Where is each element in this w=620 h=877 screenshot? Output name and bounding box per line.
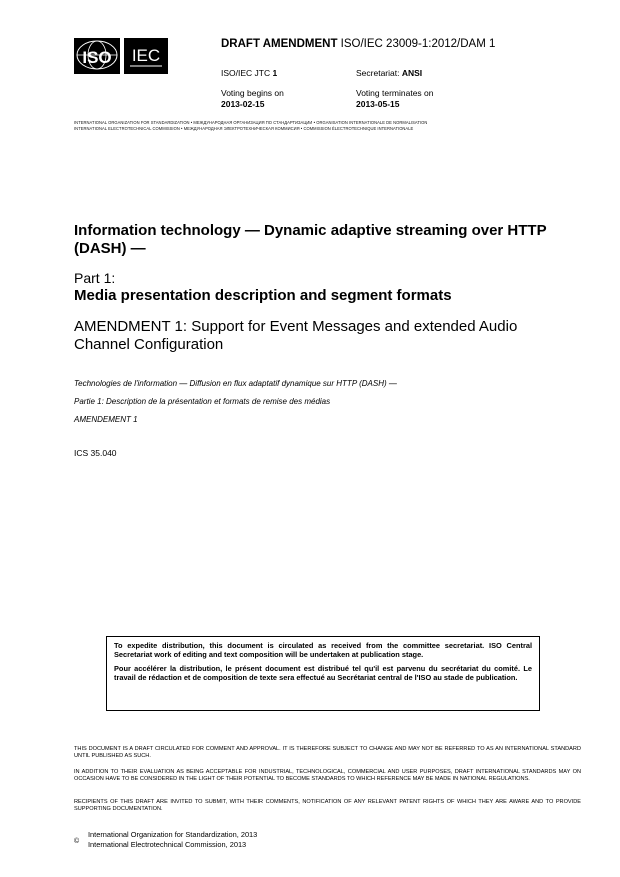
distribution-notice [106, 636, 540, 711]
copyright-symbol: © [74, 838, 80, 845]
notice-french: Pour accélérer la distribution, le présent document est distribué tel qu'il est parvenu du secrétariat du comité. Le travail de rédaction et de composition de texte sera effectué au Secrétariat central de l'ISO au stade de publication. [114, 664, 532, 682]
secretariat: Secretariat: ANSI [356, 68, 423, 78]
part-title: Media presentation description and segment formats [74, 287, 452, 304]
amendment-title: AMENDMENT 1: Support for Event Messages and extended Audio Channel Configuration [74, 318, 518, 353]
main-title: Information technology — Dynamic adaptive streaming over HTTP (DASH) — [74, 222, 547, 257]
part-label: Part 1: [74, 270, 116, 286]
notice-english: To expedite distribution, this document is circulated as received from the committee secretariat. ISO Central Secretariat work of editing and text composition will be undertaken at publication stage. [114, 641, 532, 659]
voting-ends-label: Voting terminates on [356, 88, 434, 98]
iso-logo [74, 38, 120, 74]
voting-begins-date: 2013-02-15 [221, 99, 265, 109]
svg-text:IEC: IEC [131, 46, 161, 65]
iec-logo [124, 38, 168, 74]
french-title-line-3: AMENDEMENT 1 [74, 415, 138, 424]
committee: ISO/IEC JTC 1 [221, 68, 278, 78]
disclaimer-3: RECIPIENTS OF THIS DRAFT ARE INVITED TO SUBMIT, WITH THEIR COMMENTS, NOTIFICATION OF ANY RELEVANT PATENT RIGHTS OF WHICH THEY ARE AWARE AND TO PROVIDE SUPPORTING DOCUMENTATION. [74, 799, 581, 812]
french-title-line-1: Technologies de l'information — Diffusion en flux adaptatif dynamique sur HTTP (DASH) — [74, 379, 397, 388]
voting-ends-date: 2013-05-15 [356, 99, 400, 109]
french-title-line-2: Partie 1: Description de la présentation et formats de remise des médias [74, 397, 331, 406]
document-reference [221, 38, 495, 50]
organization-line-2: INTERNATIONAL ELECTROTECHNICAL COMMISSION • МЕЖДУНАРОДНАЯ ЭЛЕКТРОТЕХНИЧЕСКАЯ КОММИСИЯ • COMMISSION ÉLECTROTECHNIQUE INTERNATIONALE [74, 126, 414, 131]
doc-number: ISO/IEC 23009-1:2012/DAM 1 [337, 38, 496, 50]
voting-begins-label: Voting begins on [221, 88, 284, 98]
doc-type: DRAFT AMENDMENT [221, 38, 338, 50]
disclaimer-2: IN ADDITION TO THEIR EVALUATION AS BEING ACCEPTABLE FOR INDUSTRIAL, TECHNOLOGICAL, COMMERCIAL AND USER PURPOSES, DRAFT INTERNATIONAL STANDARDS MAY ON OCCASION HAVE TO BE CONSIDERED IN THE LIGHT OF THEIR POTENTIAL TO BECOME STANDARDS TO WHICH REFERENCE MAY BE MADE IN NATIONAL REGULATIONS. [74, 769, 581, 782]
ics-code: ICS 35.040 [74, 448, 117, 458]
svg-text:ISO: ISO [82, 48, 112, 67]
organization-line-1: INTERNATIONAL ORGANIZATION FOR STANDARDIZATION • МЕЖДУНАРОДНАЯ ОРГАНИЗАЦИЯ ПО СТАНДАРТИЗАЦИИ • ORGANISATION INTERNATIONALE DE NORMALISATION [74, 120, 428, 125]
copyright-line-2: International Electrotechnical Commission, 2013 [88, 840, 247, 849]
disclaimer-1: THIS DOCUMENT IS A DRAFT CIRCULATED FOR COMMENT AND APPROVAL. IT IS THEREFORE SUBJECT TO CHANGE AND MAY NOT BE REFERRED TO AS AN INTERNATIONAL STANDARD UNTIL PUBLISHED AS SUCH. [74, 746, 581, 759]
copyright-line-1: International Organization for Standardization, 2013 [88, 830, 258, 839]
copyright-holders [88, 830, 257, 850]
